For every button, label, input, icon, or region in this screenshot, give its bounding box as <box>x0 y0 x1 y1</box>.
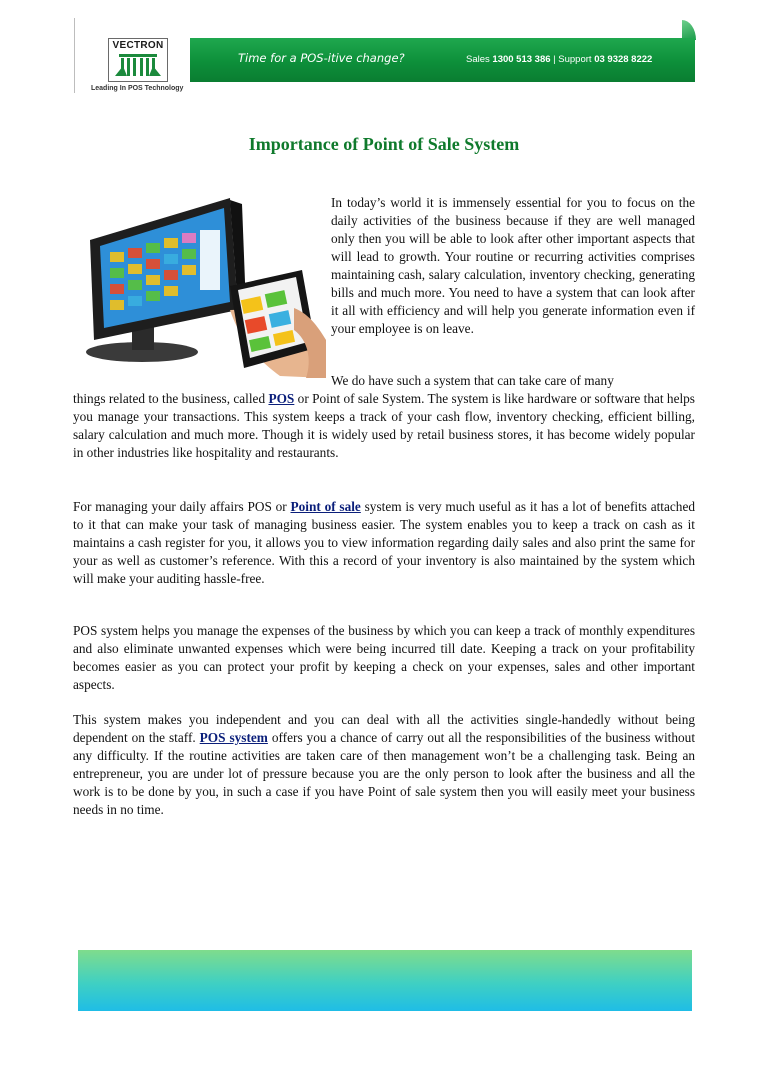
sales-label: Sales <box>466 54 490 65</box>
point-of-sale-link[interactable]: Point of sale <box>290 499 361 514</box>
paragraph-text: system is very much useful as it has a lot of benefits attached to it that can make your task of managing business easier. The system enables you to keep a track on cash as it maintains a cash register for you, it allows you to view information regarding daily sales and also print the same for your as well as customer’s reference. With this a record of your inventory is also maintained by the system which will make your auditing hassle-free. <box>73 499 696 586</box>
paragraph-text: This system makes you independent and you can deal with all the activities single-handedly without being dependent on the staff. <box>73 712 695 745</box>
banner-corner-curl <box>682 20 696 40</box>
paragraph-text: things related to the business, called <box>73 391 266 406</box>
header-divider-line <box>74 18 75 93</box>
sales-number[interactable]: 1300 513 386 <box>492 54 551 65</box>
pos-link[interactable]: POS <box>268 391 295 406</box>
vectron-emblem-icon <box>113 54 163 78</box>
paragraph-pos-intro <box>73 390 695 462</box>
header-banner <box>190 38 695 82</box>
contact-info <box>466 54 652 65</box>
paragraph-expenses: POS system helps you manage the expenses of the business by which you can keep a track of monthly expenditures and also eliminate unwanted expenses which were being incurred till date. Keeping a track on your profitability becomes easier as you can protect your profit by keeping a check on your expenses, sales and other important aspects. <box>73 623 695 692</box>
vectron-logo[interactable] <box>108 38 168 82</box>
banner-slogan: Time for a POS-itive change? <box>238 51 405 65</box>
paragraph-text: or Point of sale System. The system is like hardware or software that helps you manage your transactions. This system keeps a track of your cash flow, inventory checking, efficient billing, salary calculation and much more. Though it is widely used by retail business stores, it has become widely popular in other industries like hospitality and restaurants. <box>73 391 695 460</box>
contact-separator: | <box>553 54 556 65</box>
paragraph-text: For managing your daily affairs POS or <box>73 499 287 514</box>
support-label: Support <box>558 54 592 65</box>
paragraph-independence <box>73 711 695 819</box>
support-number[interactable]: 03 9328 8222 <box>594 54 653 65</box>
paragraph-text: offers you a chance of carry out all the responsibilities of the business without any difficulty. If the routine activities are taken care of then management won’t be a challenging task. Being an entrepreneur, you are under lot of pressure because you are the only person to look after the business and all the work is to be done by you, in such a case if you have Point of sale system then you will easily meet your business needs in no time. <box>73 730 696 817</box>
paragraph-pos-intro-start: We do have such a system that can take care of many <box>331 373 614 388</box>
logo-wordmark: VECTRON <box>112 40 164 51</box>
paragraph-daily-affairs <box>73 498 695 588</box>
footer-gradient-bar <box>78 950 692 1011</box>
logo-tagline: Leading In POS Technology <box>91 85 184 92</box>
document-title: Importance of Point of Sale System <box>248 134 520 154</box>
pos-terminal-image <box>80 190 326 378</box>
paragraph-intro: In today’s world it is immensely essential for you to focus on the daily activities of the business because if they are well managed only then you will be able to look after other important aspects that will lead to growth. Your routine or recurring activities comprises maintaining cash, salary calculation, inventory checking, generating bills and much more. You need to have a system that can look after it all with efficiency and will help you generate information even if your employee is on leave. <box>331 195 695 336</box>
pos-system-link[interactable]: POS system <box>199 730 268 745</box>
